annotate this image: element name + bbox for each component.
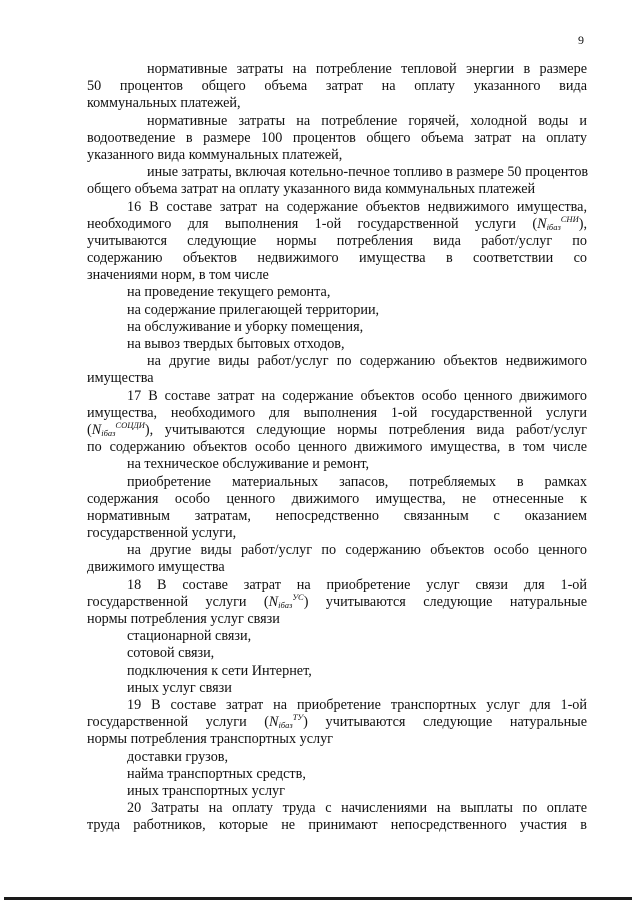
text-line: 18 В составе затрат на приобретение услуг связи для 1-ой [127, 576, 587, 593]
text-line: нормативные затраты на потребление горячей, холодной воды и [147, 112, 587, 129]
text-line: приобретение материальных запасов, потребляемых в рамках [127, 473, 587, 490]
text-fragment: ) учитываются следующие натуральные [303, 714, 587, 731]
list-item: сотовой связи, [127, 645, 215, 662]
text-fragment: государственной услуги ( [87, 593, 269, 610]
formula-symbol: $N_{iбаз}^{ТУ}$ [269, 712, 304, 731]
text-line: необходимого для выполнения 1-ой государственной услуги $(N_{iбаз}^{СНИ})$, [87, 213, 587, 232]
text-line: 50 процентов общего объема затрат на оплату указанного вида [87, 78, 587, 95]
text-line: общего объема затрат на оплату указанного вида коммунальных платежей [87, 181, 536, 198]
text-fragment: ), учитываются следующие нормы потребления вида работ/услуг [144, 421, 587, 438]
formula-symbol: $N_{iбаз}^{СНИ}$ [537, 213, 579, 232]
page-number: 9 [578, 33, 584, 47]
list-item: найма транспортных средств, [127, 765, 306, 782]
text-line: движимого имущества [87, 559, 225, 576]
text-line [87, 714, 587, 731]
text-line: содержания особо ценного движимого имущества, не отнесенные к [87, 490, 587, 507]
text-line: водоотведение в размере 100 процентов общего объема затрат на оплату [87, 129, 587, 146]
list-item: подключения к сети Интернет, [127, 662, 312, 679]
text-line: государственной услуги, [87, 525, 237, 542]
list-item: на техническое обслуживание и ремонт, [127, 456, 370, 473]
text-line [87, 591, 587, 611]
list-item: на обслуживание и уборку помещения, [127, 318, 364, 335]
list-item: иных транспортных услуг [127, 782, 285, 799]
text-line: содержанию объектов недвижимого имущества в соответствии со [87, 250, 587, 267]
text-line: иные затраты, включая котельно-печное топливо в размере 50 процентов [147, 164, 589, 181]
text-line: нормы потребления транспортных услуг [87, 731, 333, 748]
formula-symbol: $N_{iбаз}^{СОЦДИ}$ [91, 419, 145, 438]
text-line: на другие виды работ/услуг по содержанию объектов особо ценного [127, 542, 587, 559]
text-line: 20 Затраты на оплату труда с начислениями на выплаты по оплате [127, 800, 587, 817]
text-line: 17 В составе затрат на содержание объектов особо ценного движимого [127, 387, 587, 404]
text-line: коммунальных платежей, [87, 95, 241, 112]
text-line: указанного вида коммунальных платежей, [87, 146, 343, 163]
list-item: иных услуг связи [127, 679, 232, 696]
text-line: учитываются следующие нормы потребления вида работ/услуг по [87, 232, 587, 249]
text-line: нормы потребления услуг связи [87, 611, 280, 627]
text-line: 19 В составе затрат на приобретение транспортных услуг для 1-ой [127, 696, 587, 713]
text-line: значениями норм, в том числе [87, 267, 269, 284]
text-fragment: необходимого для выполнения 1-ой государственной услуги ( [87, 215, 538, 232]
text-line: нормативным затратам, непосредственно связанным с оказанием [87, 507, 587, 524]
list-item: доставки грузов, [127, 748, 229, 765]
document-body [87, 61, 587, 834]
text-line: на другие виды работ/услуг по содержанию объектов недвижимого [147, 353, 587, 370]
text-fragment: государственной услуги ( [87, 714, 270, 731]
list-item: на вывоз твердых бытовых отходов, [127, 336, 345, 352]
text-fragment: ) учитываются следующие натуральные [303, 593, 587, 610]
text-line: по содержанию объектов особо ценного движимого имущества, в том числе [87, 439, 587, 456]
list-item: стационарной связи, [127, 628, 252, 645]
text-line: труда работников, которые не принимают непосредственного участия в [87, 817, 587, 834]
text-line: $(N_{iбаз}^{СОЦДИ})$, учитываются следующие нормы потребления вида работ/услуг [87, 419, 587, 438]
page-bottom-rule [4, 897, 632, 900]
text-line: 16 В составе затрат на содержание объектов недвижимого имущества, [127, 198, 587, 215]
text-line: имущества, необходимого для выполнения 1-ой государственной услуги [87, 404, 587, 421]
text-line: имущества [87, 370, 154, 387]
formula-symbol: $N_{iбаз}^{УС}$ [268, 591, 304, 610]
list-item: на содержание прилегающей территории, [127, 301, 380, 318]
list-item: на проведение текущего ремонта, [127, 284, 331, 301]
text-line: нормативные затраты на потребление тепловой энергии в размере [147, 61, 587, 77]
